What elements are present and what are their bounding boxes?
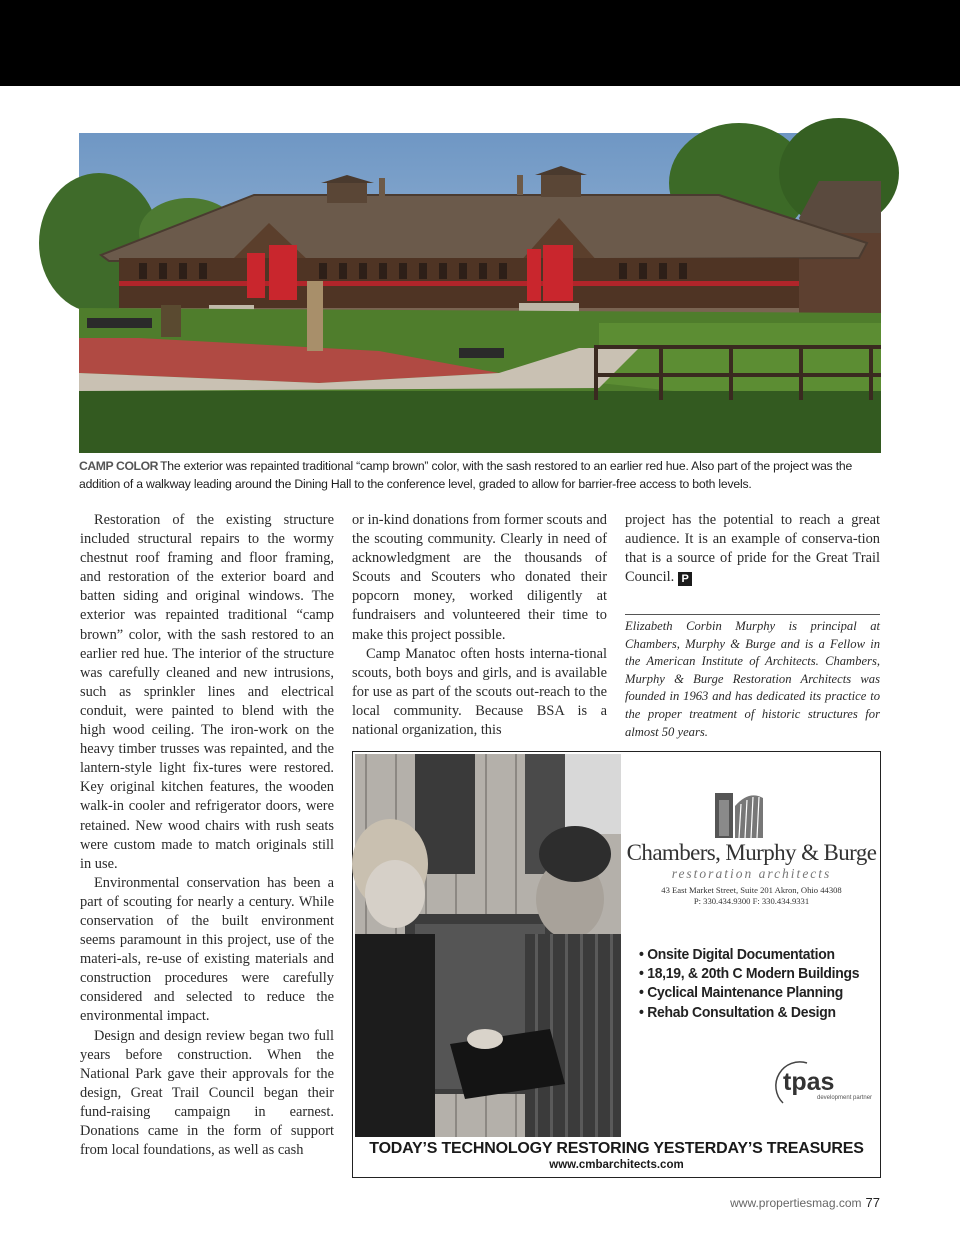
- firm-subtitle: restoration architects: [671, 866, 832, 881]
- article-paragraph: Camp Manatoc often hosts interna-tional scouts, both boys and girls, and is available for use as part of the scouts out-reach to the local community. Because BSA is a national organization, this: [352, 645, 607, 739]
- advertisement: [352, 751, 881, 1178]
- address-line: 43 East Market Street, Suite 201 Akron, Ohio 44308: [661, 885, 842, 895]
- list-item: • Onsite Digital Documentation: [639, 945, 859, 964]
- firm-name: Chambers, Murphy & Burge: [626, 840, 877, 865]
- footer-site-link[interactable]: www.propertiesmag.com: [730, 1196, 862, 1210]
- article-paragraph: Design and design review began two full years before construction. When the National Park gave their approvals for the design, Great Trail Council began their fund-raising campaign in earnest. Donations came in the form of support from local foundations, as well as cash: [80, 1027, 334, 1159]
- top-black-bar: [0, 0, 960, 86]
- article-paragraph: [625, 511, 880, 587]
- tpas-wordmark: tpas: [783, 1068, 835, 1096]
- list-item: • Rehab Consultation & Design: [639, 1003, 859, 1022]
- firm-address: [623, 885, 880, 907]
- article-paragraph: Environmental conservation has been a part of scouting for nearly a century. While conservation of the built environment seems paramount in this project, use of the materi-als, re-use of existing materials and construction procedures were carefully considered and selected to reduce the environmental impact.: [80, 874, 334, 1025]
- phone-line: P: 330.434.9300 F: 330.434.9331: [693, 896, 810, 906]
- article-column-2: [352, 511, 607, 740]
- ad-photo: [355, 754, 621, 1137]
- list-item: • 18,19, & 20th C Modern Buildings: [639, 964, 859, 983]
- ad-website-link[interactable]: www.cmbarchitects.com: [549, 1159, 684, 1171]
- list-item: • Cyclical Maintenance Planning: [639, 983, 859, 1002]
- photo-caption: [79, 458, 884, 493]
- bio-divider: [625, 614, 880, 615]
- caption-text: The exterior was repainted traditional “camp brown” color, with the sash restored to an earlier red hue. Also part of the project was the addition of a walkway leading around the Dining Hall to the conference level, graded to allow for barrier-free access to both levels.: [79, 459, 853, 491]
- article-paragraph: Restoration of the existing structure included structural repairs to the wormy chestnut roof framing and floor framing, and restoration of the exterior board and batten siding and original windows. The exterior was repainted traditional “camp brown” color, with the sash restored to an earlier red hue. The interior of the structure was carefully cleaned and new intrusions, such as sprinkler lines and electrical conduit, were painted to blend with the high wood ceiling. The iron-work on the heavy timber trusses was repainted, and the lantern-style light fix-tures were restored. Key original kitchen features, the wooden walk-in cooler and refrigerator doors, were retained. New wood chairs with rush seats were custom made to match originals still in use.: [80, 512, 334, 872]
- tpas-logo-icon: [773, 1059, 873, 1114]
- page-footer: [730, 1195, 880, 1210]
- services-list: [639, 945, 859, 1022]
- article-column-1: [80, 511, 334, 1160]
- ad-tagline: TODAY’S TECHNOLOGY RESTORING YESTERDAY’S TREASURES: [369, 1140, 864, 1157]
- article-paragraph: or in-kind donations from former scouts and the scouting community. Clearly in need of acknowledgment are the thousands of Scouts and Scouters who donated their popcorn money, worked diligently at fundraisers and volunteered their time to make this project possible.: [352, 512, 607, 643]
- firm-logo-icon: [715, 788, 763, 843]
- tpas-subtitle: development partner: [817, 1095, 873, 1101]
- dining-hall-photo: [79, 133, 881, 453]
- article-closing-text: project has the potential to reach a great audience. It is an example of conserva-tion that is a source of pride for the Great Trail Council.: [625, 512, 880, 586]
- page-number: 77: [865, 1195, 880, 1210]
- author-bio: Elizabeth Corbin Murphy is principal at Chambers, Murphy & Burge and is a Fellow in the American Institute of Architects. Chambers, Murphy & Burge Restoration Architects was founded in 1963 and has dedicated its practice to the proper treatment of historic structures for almost 50 years.: [625, 619, 880, 739]
- caption-lead: CAMP COLOR: [79, 459, 159, 473]
- article-column-3: [625, 511, 880, 587]
- end-mark-icon: P: [678, 572, 692, 586]
